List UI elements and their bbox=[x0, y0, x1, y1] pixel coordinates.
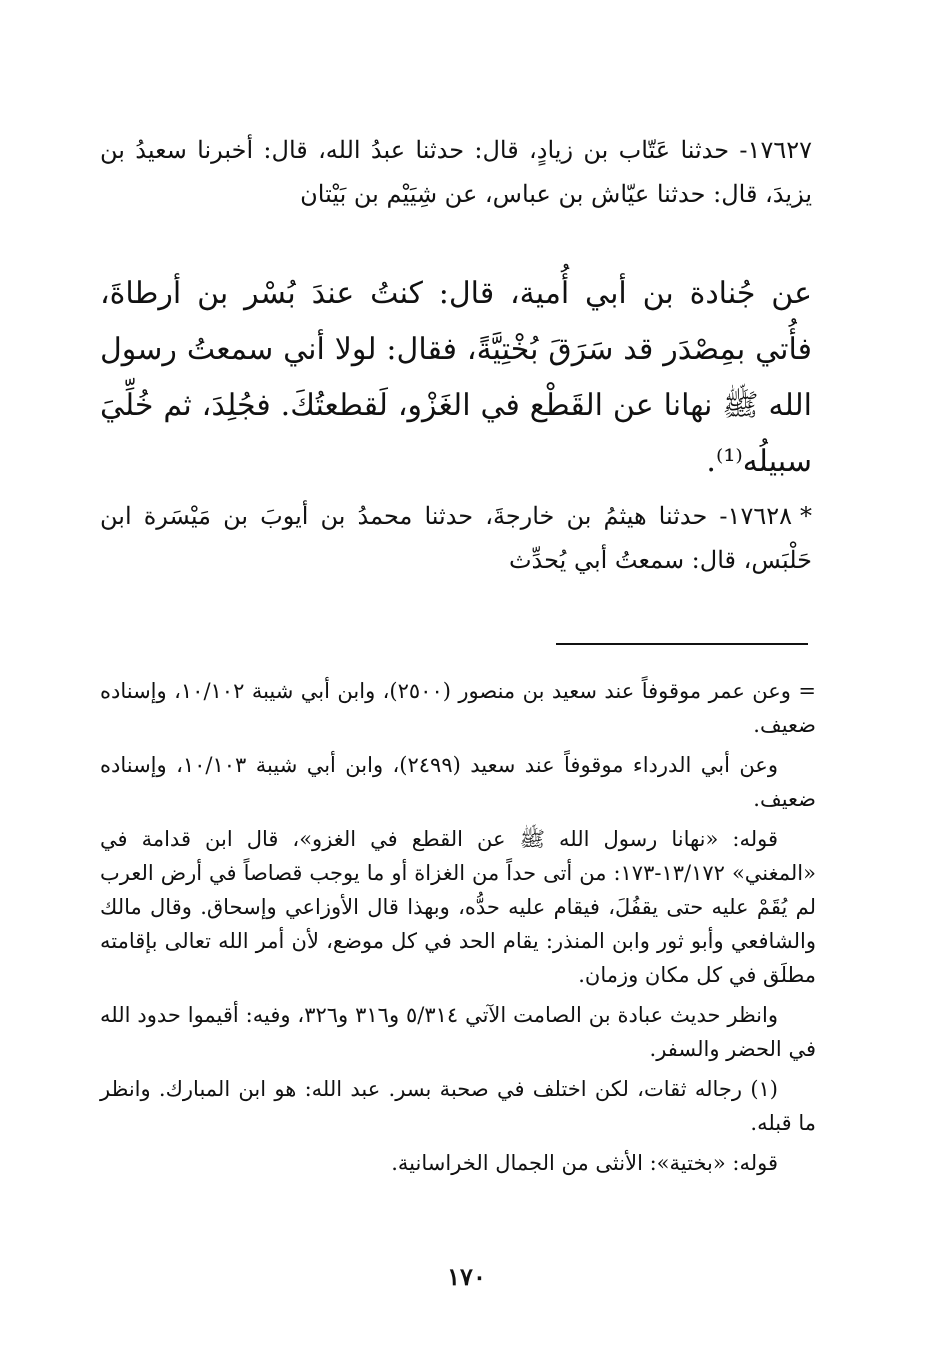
footnote-paragraph: وعن أبي الدرداء موقوفاً عند سعيد (٢٤٩٩)، وابن أبي شيبة ١٠/١٠٣، وإسناده ضعيف. bbox=[100, 753, 816, 811]
footnote-continued: = وعن عمر موقوفاً عند سعيد بن منصور (٢٥٠٠)، وابن أبي شيبة ١٠/١٠٢، وإسناده ضعيف. bbox=[100, 679, 816, 737]
footnotes bbox=[100, 674, 816, 1186]
footnote-paragraph: وانظر حديث عبادة بن الصامت الآتي ٥/٣١٤ و٣١٦ و٣٢٦، وفيه: أقيموا حدود الله في الحضر والسفر. bbox=[100, 1003, 816, 1061]
hadith-17628 bbox=[100, 494, 812, 582]
footnote-paragraph: قوله: «بختية»: الأنثى من الجمال الخراسانية. bbox=[391, 1151, 778, 1175]
footnote-1: (١) رجاله ثقات، لكن اختلف في صحبة بسر. عبد الله: هو ابن المبارك. وانظر ما قبله. bbox=[100, 1077, 816, 1135]
page-number: ١٧٠ bbox=[447, 1262, 486, 1291]
star-marker: * bbox=[800, 502, 812, 530]
footnote-paragraph: قوله: «نهانا رسول الله ﷺ عن القطع في الغزو»، قال ابن قدامة في «المغني» ١٣/١٧٢-١٧٣: من أتى حداً من الغزاة أو ما يوجب قصاصاً في أرض العرب لم يُقَمْ عليه حتى يقفُلَ، فيقام عليه حدُّه، وبهذا قال الأوزاعي وإسحاق. وقال مالك والشافعي وأبو ثور وابن المنذر: يقام الحد في كل موضع، لأن أمر الله تعالى بإقامته مطلَق في كل مكان وزمان. bbox=[100, 827, 816, 987]
hadith-17627-matn: عن جُنادة بن أبي أُمية، قال: كنتُ عندَ بُسْر بن أرطاةَ، فأُتي بمِصْدَر قد سَرَقَ بُخْتِيَّةً، فقال: لولا أني سمعتُ رسول الله ﷺ نهانا عن القَطْع في الغَزْو، لَقطعتُكَ. فجُلِدَ، ثم خُلِّيَ سبيلُه⁽¹⁾. bbox=[100, 276, 813, 479]
hadith-17627-isnad: ١٧٦٢٧- حدثنا عَتّاب بن زيادٍ، قال: حدثنا عبدُ الله، قال: أخبرنا سعيدُ بن يزيدَ، قال: حدثنا عيّاش بن عباس، عن شِيَيْم بن بَيْتان bbox=[100, 136, 812, 208]
hadith-17628-text: ١٧٦٢٨- حدثنا هيثمُ بن خارجةَ، حدثنا محمدُ بن أيوبَ بن مَيْسَرة ابن حَلْبَس، قال: سمعتُ أبي يُحدِّث bbox=[100, 502, 812, 574]
footnote-divider bbox=[556, 643, 808, 645]
